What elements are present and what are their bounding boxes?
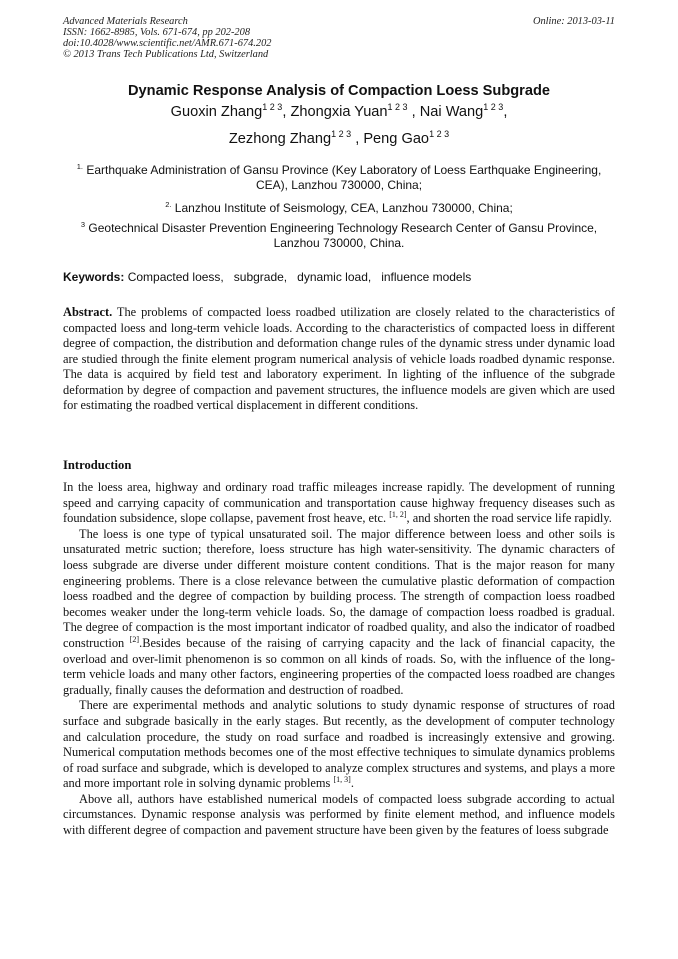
publication-metadata xyxy=(63,16,271,60)
paragraph-text: In the loess area, highway and ordinary road traffic mileages increase rapidly. The development of running speed and carrying capacity of communication and transportation cause highway frequency diseases such as foundation subsidence, slope collapse, pavement frost heave, etc. xyxy=(63,480,615,526)
abstract-label: Abstract. xyxy=(63,305,113,319)
affiliation-3 xyxy=(63,221,615,251)
online-date: Online: 2013-03-11 xyxy=(532,16,615,27)
author-separator: , xyxy=(407,104,420,120)
author-line-2 xyxy=(40,130,638,148)
affiliation-mark: 3 xyxy=(80,220,86,229)
introduction-body xyxy=(63,480,615,839)
author-affiliation-marks: 1 2 3 xyxy=(429,129,450,139)
journal-name: Advanced Materials Research xyxy=(63,16,188,27)
author-name: Peng Gao xyxy=(363,131,430,147)
paragraph xyxy=(63,698,615,792)
affiliation-text: Geotechnical Disaster Prevention Engineering Technology Research Center of Gansu Province, Lanzhou 730000, China. xyxy=(88,221,598,250)
paragraph-text: , and shorten the road service life rapidly. xyxy=(406,511,612,526)
citation: [1, 3] xyxy=(333,775,351,785)
section-heading-introduction: Introduction xyxy=(63,458,132,472)
paragraph-text: The loess is one type of typical unsaturated soil. The major difference between loess and other soils is unsaturated metric suction; therefore, loess structure has high water-sensitivity. The dynamic characters of loess subgrade are diverse under different moisture content conditions. That is the major reason for many engineering problems. There is a close relevance between the cumulative plastic deformation of compaction loess roadbed and the degree of compaction by building process. The strength of compaction loess roadbed becomes weaker under the long-term vehicle loads. So, the damage of compaction loess roadbed is gradual. The degree of compaction is the most important indicator of roadbed quality, and also the indicator of roadbed construction xyxy=(63,526,615,650)
keyword: Compacted loess, xyxy=(127,270,224,284)
paragraph-text: .Besides because of the raising of carrying capacity and the lack of financial capacity, the overload and over-limit phenomenon is so common on all kinds of roads. So, with the influence of the long-term vehicle loads and many other factors, engineering properties of the compacted loess roadbed are changes gradually, finally causes the deformation and destruction of roadbed. xyxy=(63,635,615,697)
citation: [1, 2] xyxy=(389,510,407,520)
author-affiliation-marks: 1 2 3 xyxy=(483,102,504,112)
abstract-text: The problems of compacted loess roadbed utilization are closely related to the characteristics of compacted loess and long-term vehicle loads. According to the characteristics of compacted loess in different degree of compaction, the distribution and deformation change rules of the dynamic stress under dynamic load are studied through the finite element program numerical analysis of vehicle loads roadbed dynamic response. The data is acquired by field test and laboratory experiment. In lighting of the influence of the subgrade deformation by degree of compaction and pavement structures, the influence models are given which are used for estimating the roadbed vertical displacement in different conditions. xyxy=(63,305,616,412)
affiliation-mark: 1. xyxy=(76,162,83,171)
paragraph xyxy=(63,480,615,527)
author-name: Guoxin Zhang xyxy=(170,104,263,120)
paragraph-text: There are experimental methods and analytic solutions to study dynamic response of structures of road surface and subgrade basically in the early stages. But recently, as the development of computer technology and calculation procedure, the study on road surface and roadbed is increasingly extensive and growing. Numerical computation methods becomes one of the most effective techniques to simulate dynamics problems of road surface and subgrade, which is developed to analyze complex structures and systems, and plays a more and more important role in solving dynamic problems xyxy=(63,698,615,791)
affiliation-2 xyxy=(63,201,615,216)
paragraph xyxy=(63,527,615,699)
author-name: Zezhong Zhang xyxy=(228,131,332,147)
affiliation-text: Earthquake Administration of Gansu Province (Key Laboratory of Loess Earthquake Engineering, CEA), Lanzhou 730000, China; xyxy=(86,163,602,192)
citation: [2] xyxy=(129,634,140,644)
author-separator: , xyxy=(503,104,508,120)
keyword: subgrade, xyxy=(233,270,288,284)
abstract xyxy=(63,305,615,414)
doi-line: doi:10.4028/www.scientific.net/AMR.671-674.202 xyxy=(63,38,272,49)
paragraph-text: . xyxy=(350,776,354,791)
copyright-line: © 2013 Trans Tech Publications Ltd, Switzerland xyxy=(63,49,269,60)
author-affiliation-marks: 1 2 3 xyxy=(331,129,352,139)
author-affiliation-marks: 1 2 3 xyxy=(262,102,283,112)
author-separator: , xyxy=(351,131,364,147)
paper-title: Dynamic Response Analysis of Compaction Loess Subgrade xyxy=(128,83,550,99)
paragraph: Above all, authors have established numerical models of compacted loess subgrade according to actual circumstances. Dynamic response analysis was performed by finite element method, and influence models with different degree of compaction and pavement structure have been given by the features of loess subgrade xyxy=(63,791,615,838)
issn-line: ISSN: 1662-8985, Vols. 671-674, pp 202-208 xyxy=(63,27,251,38)
keywords-label: Keywords: xyxy=(63,270,125,284)
affiliation-mark: 2. xyxy=(165,200,172,209)
keyword: dynamic load, xyxy=(297,270,372,284)
affiliation-1 xyxy=(63,163,615,193)
author-name: Zhongxia Yuan xyxy=(290,104,388,120)
keywords xyxy=(63,270,623,285)
author-name: Nai Wang xyxy=(419,104,484,120)
author-affiliation-marks: 1 2 3 xyxy=(387,102,408,112)
keyword: influence models xyxy=(381,270,472,284)
affiliation-text: Lanzhou Institute of Seismology, CEA, Lanzhou 730000, China; xyxy=(174,201,513,215)
author-line-1 xyxy=(40,103,638,121)
author-separator: , xyxy=(282,104,291,120)
